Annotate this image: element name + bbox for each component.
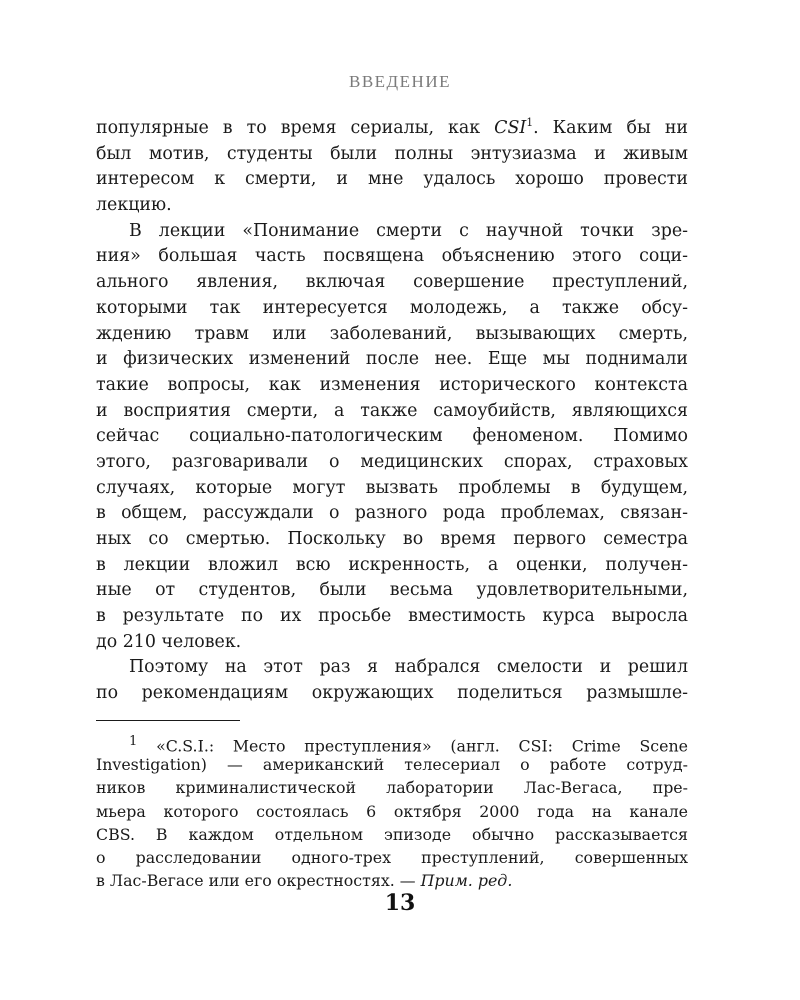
page-number: 13 — [384, 890, 416, 916]
footnote-ref: 1 — [526, 116, 534, 130]
body-line: интересом к смерти, и мне удалось хорошо провести — [96, 169, 688, 190]
running-header: ВВЕДЕНИЕ — [349, 72, 451, 91]
body-line: ные от студентов, были весьма удовлетворительными, — [96, 580, 688, 601]
body-line: в общем, рассуждали о разного рода проблемах, связан- — [96, 503, 688, 524]
body-line: популярные в то время сериалы, как CSI$^1$. Каким бы ни — [96, 116, 688, 138]
body-text — [96, 116, 688, 707]
body-line: случаях, которые могут вызвать проблемы в будущем, — [96, 477, 688, 498]
footnote-marker: 1 — [129, 734, 138, 749]
footnote-line: мьера которого состоялась 6 октября 2000 года на канале — [96, 801, 688, 821]
body-line: до 210 человек. — [96, 631, 242, 652]
body-line: и физических изменений после нее. Еще мы поднимали — [96, 349, 688, 370]
footnote-line: $^1$ «C.S.I.: Место преступления» (англ. CSI: Crime Scene — [129, 734, 688, 756]
body-line: по рекомендациям окружающих поделиться размышле- — [96, 683, 688, 704]
csi-italic: CSI — [494, 118, 527, 138]
body-line: был мотив, студенты были полны энтузиазма и живым — [96, 143, 688, 164]
body-line: в результате по их просьбе вместимость курса выросла — [96, 606, 688, 627]
body-line: которыми так интересуется молодежь, а также обсу- — [96, 297, 688, 318]
footnote-line: CBS. В каждом отдельном эпизоде обычно рассказывается — [96, 824, 688, 844]
body-line: и восприятия смерти, а также самоубийств, являющихся — [96, 400, 688, 421]
body-line: ных со смертью. Поскольку во время первого семестра — [96, 529, 688, 549]
footnote-line: ников криминалистической лаборатории Лас-Вегаса, пре- — [96, 778, 688, 798]
body-line: ждению травм или заболеваний, вызывающих смерть, — [96, 323, 688, 344]
body-line: Поэтому на этот раз я набрался смелости и решил — [129, 657, 688, 678]
footnote-line: о расследовании одного-трех преступлений, совершенных — [96, 847, 688, 867]
body-line: В лекции «Понимание смерти с научной точки зре- — [129, 220, 688, 241]
footnote-line: в Лас-Вегасе или его окрестностях. — Прим. ред. — [96, 871, 513, 891]
body-line: ального явления, включая совершение преступлений, — [96, 272, 688, 293]
body-line: сейчас социально-патологическим феноменом. Помимо — [96, 426, 688, 447]
footnote-line: Investigation) — американский телесериал о работе сотруд- — [96, 755, 688, 775]
body-line: этого, разговаривали о медицинских спорах, страховых — [96, 451, 688, 472]
footnote — [96, 730, 688, 892]
body-line: лекцию. — [96, 195, 172, 216]
editor-note: Прим. ред. — [420, 871, 513, 891]
body-line: в лекции вложил всю искренность, а оценки, получен- — [96, 554, 688, 575]
footnote-divider — [96, 720, 240, 721]
body-line: такие вопросы, как изменения исторического контекста — [96, 374, 688, 395]
body-line: ния» большая часть посвящена объяснению этого соци- — [96, 246, 688, 267]
